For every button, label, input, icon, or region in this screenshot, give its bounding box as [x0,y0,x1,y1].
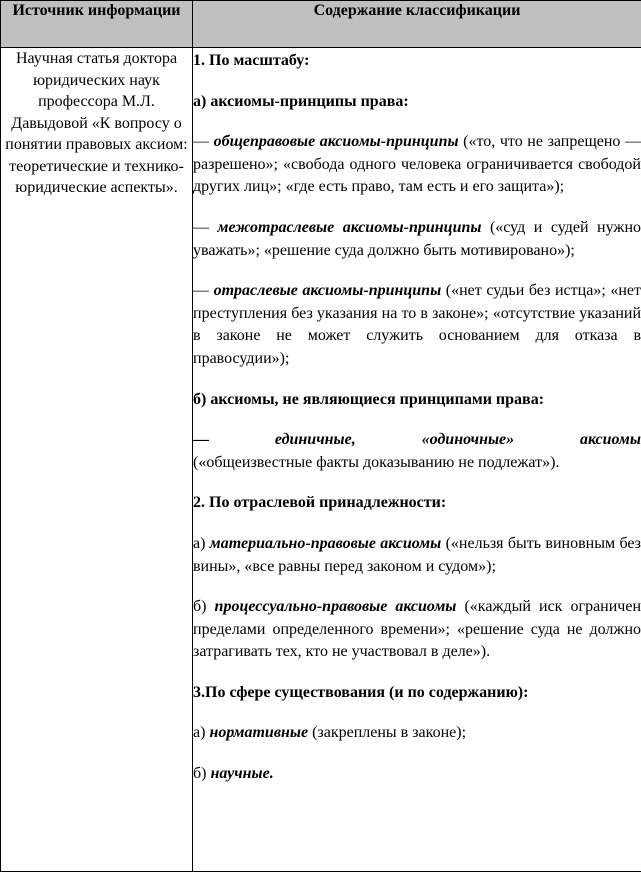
list-item: б) научные. [193,765,274,783]
content-cell [193,48,641,872]
header-content: Содержание классификации [193,1,641,48]
header-source: Источник информации [1,1,193,48]
list-item: — единичные, «одиночные» аксиомы («общеизвестные факты доказыванию не подлежат»). [193,431,641,471]
list-item: — отраслевые аксиомы-принципы («нет судьи без истца»; «нет преступления без указания на то в законе»; «отсутствие указаний в законе не может служить основанием для отказа в правосудии»); [193,282,641,367]
subsection-heading: б) аксиомы, не являющиеся принципами права: [193,390,545,408]
table-row [1,48,641,872]
list-item: б) процессуально-правовые аксиомы («каждый иск ограничен пределами определенного времени»; «решение суда не должно затрагивать тех, кто не участвовал в деле»). [193,598,641,661]
section-heading: 1. По масштабу: [193,52,310,69]
list-item: — общеправовые аксиомы-принципы («то, что не запрещено — разрешено»; «свобода одного человека ограничивается свободой других лиц»; «где есть право, там есть и его защита»); [193,133,641,196]
source-cell: Научная статья доктора юридических наук профессора М.Л. Давыдовой «К вопросу о понятии правовых аксиом: теоретические и технико-юридические аспекты». [1,48,193,872]
section-heading: 2. По отраслевой принадлежности: [193,494,447,512]
header-row [1,1,641,48]
list-item: — межотраслевые аксиомы-принципы («суд и судей нужно уважать»; «решение суда должно быть мотивировано»); [193,218,641,259]
list-item: а) нормативные (закреплены в законе); [193,724,467,742]
list-item: а) материально-правовые аксиомы («нельзя быть виновным без вины», «все равны перед законом и судом»); [193,534,641,575]
section-heading: 3.По сфере существования (и по содержанию): [193,683,529,701]
subsection-heading: а) аксиомы-принципы права: [193,92,409,110]
